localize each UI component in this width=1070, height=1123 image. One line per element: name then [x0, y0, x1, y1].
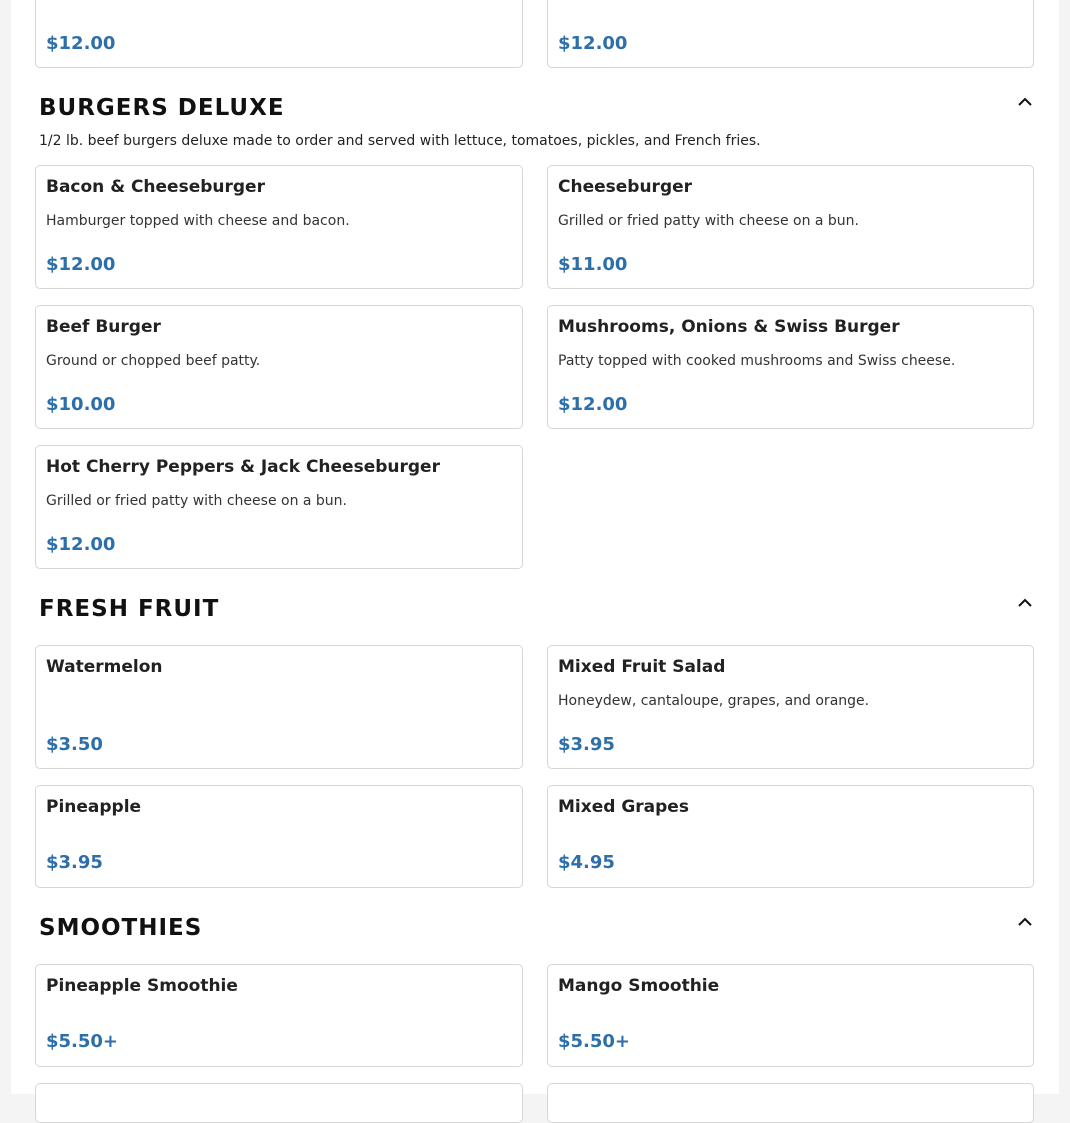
- menu-item-card[interactable]: [35, 0, 523, 68]
- item-description: Patty topped with cooked mushrooms and Swiss cheese.: [558, 353, 956, 369]
- menu-item-card[interactable]: [35, 165, 523, 289]
- menu-item-card[interactable]: [35, 1083, 523, 1123]
- menu-item-card[interactable]: [35, 785, 523, 888]
- item-price: $12.00: [46, 534, 116, 555]
- section-description-burgers: 1/2 lb. beef burgers deluxe made to order and served with lettuce, tomatoes, pickles, and French fries.: [39, 133, 761, 149]
- menu-item-card[interactable]: [547, 785, 1034, 888]
- menu-item-card[interactable]: [35, 305, 523, 429]
- item-name: Pineapple: [46, 797, 142, 817]
- item-description: Grilled or fried patty with cheese on a bun.: [558, 213, 860, 229]
- item-name: Mixed Fruit Salad: [558, 657, 726, 677]
- item-price: $12.00: [558, 33, 628, 54]
- item-name: Mango Smoothie: [558, 976, 720, 996]
- menu-item-card[interactable]: [35, 445, 523, 569]
- item-description: Ground or chopped beef patty.: [46, 353, 261, 369]
- item-name: Beef Burger: [46, 317, 161, 337]
- item-price: $10.00: [46, 394, 116, 415]
- item-name: Hot Cherry Peppers & Jack Cheeseburger: [46, 457, 440, 477]
- item-price: $5.50+: [558, 1031, 631, 1052]
- section-title-burgers: BURGERS DELUXE: [39, 95, 285, 121]
- item-price: $5.50+: [46, 1031, 119, 1052]
- menu-item-card[interactable]: [547, 1083, 1034, 1123]
- section-title-fruit: FRESH FRUIT: [39, 596, 220, 622]
- menu-item-card[interactable]: [35, 645, 523, 769]
- item-name: Cheeseburger: [558, 177, 693, 197]
- menu-item-card[interactable]: [547, 645, 1034, 769]
- item-price: $12.00: [558, 394, 628, 415]
- chevron-up-icon[interactable]: [1017, 916, 1033, 928]
- item-price: $12.00: [46, 33, 116, 54]
- item-price: $4.95: [558, 852, 615, 873]
- item-name: Watermelon: [46, 657, 163, 677]
- menu-item-card[interactable]: [547, 305, 1034, 429]
- item-name: Pineapple Smoothie: [46, 976, 238, 996]
- item-price: $3.50: [46, 734, 103, 755]
- item-description: Grilled or fried patty with cheese on a bun.: [46, 493, 348, 509]
- menu-item-card[interactable]: [547, 964, 1034, 1067]
- chevron-up-icon[interactable]: [1017, 96, 1033, 108]
- item-name: Bacon & Cheeseburger: [46, 177, 265, 197]
- menu-item-card[interactable]: [35, 964, 523, 1067]
- menu-item-card[interactable]: [547, 0, 1034, 68]
- chevron-up-icon[interactable]: [1017, 597, 1033, 609]
- item-price: $11.00: [558, 254, 628, 275]
- item-description: Honeydew, cantaloupe, grapes, and orange.: [558, 693, 870, 709]
- item-name: Mixed Grapes: [558, 797, 689, 817]
- menu-item-card[interactable]: [547, 165, 1034, 289]
- item-price: $3.95: [46, 852, 103, 873]
- section-title-smoothies: SMOOTHIES: [39, 915, 203, 941]
- item-price: $3.95: [558, 734, 615, 755]
- item-description: Hamburger topped with cheese and bacon.: [46, 213, 350, 229]
- item-price: $12.00: [46, 254, 116, 275]
- item-name: Mushrooms, Onions & Swiss Burger: [558, 317, 900, 337]
